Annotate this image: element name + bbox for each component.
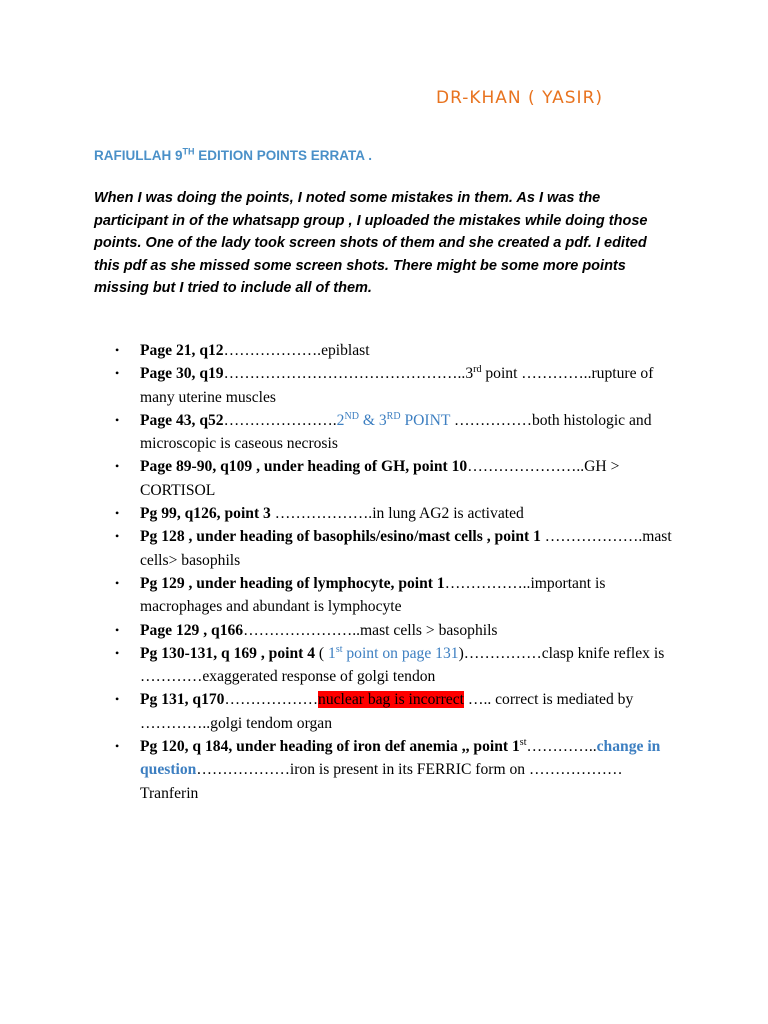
title-text-post: EDITION POINTS ERRATA . <box>194 148 373 163</box>
item-highlight-blue <box>328 645 459 662</box>
item-ref: Page 21, q12 <box>140 342 224 359</box>
item-ref: Pg 131, q170 <box>140 691 225 709</box>
item-text: ……………….epiblast <box>223 342 370 359</box>
item-ref: Page 43, q52 <box>140 411 224 429</box>
item-text: ….. correct is mediated by …………..golgi tendom organ <box>140 691 634 732</box>
item-ref: Pg 130-131, q 169 , point 4 <box>140 644 316 662</box>
bold-blue-text: change in question <box>140 738 661 779</box>
blue-text: 1 <box>328 644 336 662</box>
blue-text: POINT <box>400 411 451 429</box>
item-text: ………….. <box>526 738 597 756</box>
item-ref: Pg 99, q126, point 3 <box>140 505 271 523</box>
item-text: …………………..GH > CORTISOL <box>140 458 620 499</box>
item-highlight-blue <box>337 412 450 429</box>
blue-superscript: st <box>335 643 343 655</box>
bullet-icon: • <box>115 366 120 381</box>
list-item <box>115 409 680 456</box>
item-text: ……………….mast cells> basophils <box>140 528 672 569</box>
item-text: ……………… <box>224 691 319 709</box>
item-ref: Page 129 , q166 <box>140 621 244 639</box>
bullet-icon: • <box>115 692 120 707</box>
bullet-icon: • <box>115 739 120 754</box>
item-superscript: rd <box>473 364 482 376</box>
document-title <box>94 148 372 163</box>
list-item <box>115 525 680 572</box>
list-item <box>115 339 680 362</box>
bullet-icon: • <box>115 575 120 590</box>
author-name: DR-KHAN ( YASIR) <box>436 88 604 108</box>
list-item <box>115 362 680 409</box>
red-highlight: nuclear bag is incorrect <box>318 691 464 709</box>
item-text: point …………..rupture of many uterine muscles <box>140 365 654 406</box>
blue-text: point on page 131 <box>342 644 459 662</box>
item-ref: Page 30, q19 <box>140 365 224 383</box>
item-text: …………………..mast cells > basophils <box>243 621 498 639</box>
item-ref: Page 89-90, q109 , under heading of GH, point 10 <box>140 458 468 476</box>
item-ref: Pg 120, q 184, under heading of iron def anemia ,, point 1 <box>140 738 520 756</box>
title-superscript: TH <box>182 146 195 157</box>
errata-list <box>115 339 680 805</box>
item-text: )……………clasp knife reflex is …………exaggerated response of golgi tendon <box>140 644 665 686</box>
item-ref: Pg 128 , under heading of basophils/esino/mast cells , point 1 <box>140 528 541 546</box>
list-item <box>115 735 680 805</box>
list-item <box>115 619 680 642</box>
blue-superscript: ND <box>344 410 359 422</box>
item-text: ………………………………………..3 <box>223 365 474 383</box>
blue-superscript: RD <box>386 410 401 422</box>
item-text: ( <box>315 644 329 662</box>
item-text: ……………….in lung AG2 is activated <box>270 505 524 523</box>
list-item <box>115 502 680 525</box>
bullet-icon: • <box>115 645 120 660</box>
list-item <box>115 688 680 735</box>
item-text: ………………iron is present in its FERRIC form on ………………Tranferin <box>140 761 623 802</box>
item-ref: Pg 129 , under heading of lymphocyte, point 1 <box>140 574 445 592</box>
list-item <box>115 455 680 502</box>
list-item <box>115 572 680 619</box>
bullet-icon: • <box>115 506 120 521</box>
blue-text: 2 <box>336 411 345 429</box>
list-item <box>115 642 680 689</box>
bullet-icon: • <box>115 622 120 637</box>
intro-paragraph: When I was doing the points, I noted some mistakes in them. As I was the participant in of the whatsapp group , I uploaded the mistakes while doing those points. One of the lady took screen shots of them and she created a pdf. I edited this pdf as she missed some screen shots. There might be some more points missing but I tried to include all of them. <box>94 190 648 297</box>
bullet-icon: • <box>115 529 120 544</box>
bullet-icon: • <box>115 459 120 474</box>
item-text: …………………. <box>223 411 337 429</box>
blue-text: & 3 <box>358 411 387 429</box>
item-text: ……………..important is macrophages and abundant is lymphocyte <box>140 574 606 616</box>
item-superscript: st <box>519 736 527 748</box>
item-text: ……………both histologic and microscopic is caseous necrosis <box>140 411 652 453</box>
bullet-icon: • <box>115 412 120 427</box>
title-text-pre: RAFIULLAH 9 <box>94 148 183 163</box>
bullet-icon: • <box>115 343 120 357</box>
